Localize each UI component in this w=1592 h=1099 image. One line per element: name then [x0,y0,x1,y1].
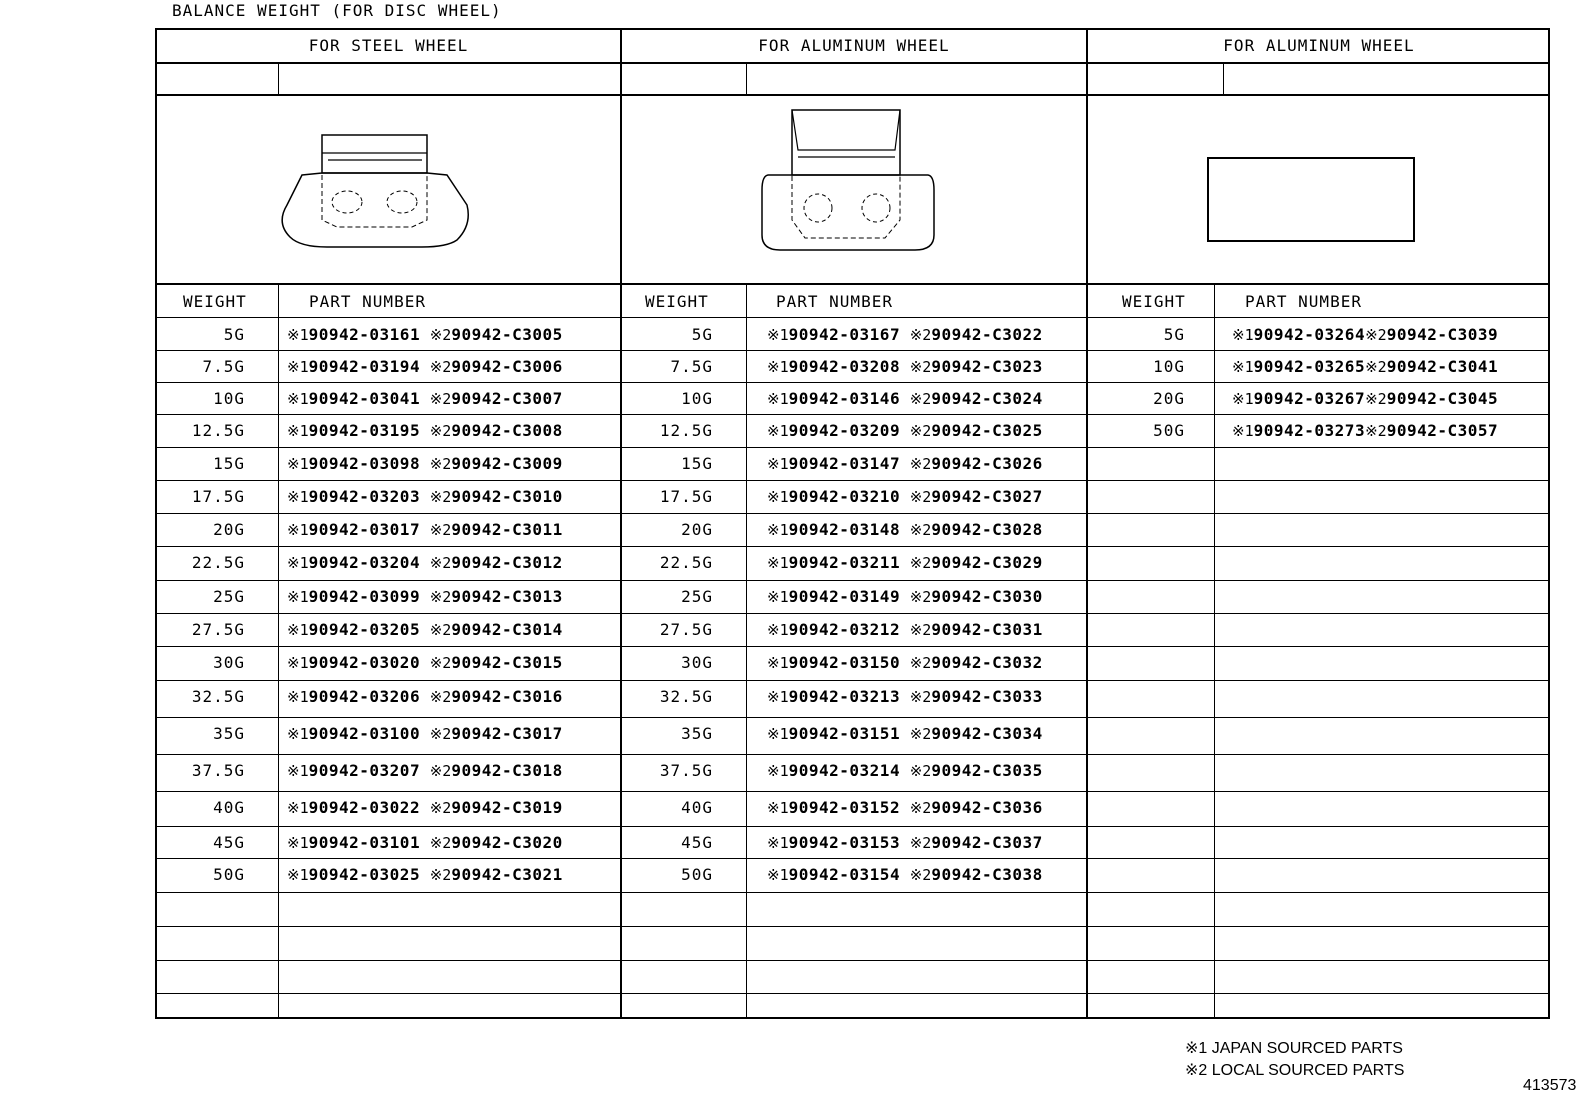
weight-value: 45G [681,833,713,852]
japan-part-number: 90942-03154 [788,865,901,884]
part-number-cell [287,454,563,473]
japan-sourced-mark: ※1 [287,588,309,606]
japan-sourced-mark: ※1 [767,488,789,506]
japan-part-number: 90942-03150 [788,653,901,672]
local-sourced-mark: ※2 [909,799,932,817]
row-rule [155,960,1550,961]
weight-value: 20G [1153,389,1185,408]
header-rule [155,62,1550,64]
japan-sourced-mark: ※1 [767,326,789,344]
japan-sourced-mark: ※1 [1232,358,1254,376]
japan-sourced-mark: ※1 [287,455,309,473]
japan-part-number: 90942-03025 [308,865,421,884]
local-sourced-mark: ※2 [909,688,932,706]
subheader-separator [278,63,279,94]
local-part-number: 90942-C3029 [931,553,1043,572]
japan-sourced-mark: ※1 [767,654,789,672]
local-sourced-mark: ※2 [909,390,932,408]
weight-value: 20G [681,520,713,539]
local-sourced-mark: ※2 [429,654,452,672]
japan-sourced-mark: ※1 [767,621,789,639]
local-part-number: 90942-C3024 [931,389,1043,408]
japan-part-number: 90942-03152 [788,798,901,817]
weight-value: 10G [681,389,713,408]
part-number-cell [1232,389,1498,408]
japan-sourced-mark: ※1 [287,390,309,408]
local-sourced-mark: ※2 [429,488,452,506]
subheader-separator [746,63,747,94]
row-rule [155,717,1550,718]
local-part-number: 90942-C3023 [931,357,1043,376]
local-part-number: 90942-C3010 [451,487,563,506]
local-sourced-mark: ※2 [909,725,932,743]
weight-value: 25G [213,587,245,606]
figure-code: 413573 [1523,1077,1577,1094]
local-sourced-mark: ※2 [909,621,932,639]
local-part-number: 90942-C3041 [1386,357,1499,376]
local-part-number: 90942-C3019 [451,798,563,817]
part-number-cell [767,421,1043,440]
col-header-weight: WEIGHT [645,292,709,311]
japan-sourced-mark: ※1 [287,762,309,780]
part-number-cell [767,325,1043,344]
local-sourced-mark: ※2 [909,588,932,606]
row-rule [155,892,1550,893]
local-sourced-mark: ※2 [909,455,932,473]
footnote-local: ※2 LOCAL SOURCED PARTS [1185,1062,1405,1079]
local-sourced-mark: ※2 [1365,358,1387,376]
local-sourced-mark: ※2 [1365,422,1387,440]
part-number-cell [767,454,1043,473]
part-number-cell [287,798,563,817]
local-part-number: 90942-C3035 [931,761,1043,780]
part-number-cell [767,798,1043,817]
japan-sourced-mark: ※1 [767,554,789,572]
japan-sourced-mark: ※1 [287,725,309,743]
row-rule [155,680,1550,681]
weight-value: 32.5G [191,687,245,706]
weight-column-separator [1214,284,1215,1019]
part-number-cell [287,833,563,852]
japan-part-number: 90942-03020 [308,653,421,672]
japan-part-number: 90942-03146 [788,389,901,408]
row-rule [155,858,1550,859]
local-sourced-mark: ※2 [429,688,452,706]
section-header-aluminum: FOR ALUMINUM WHEEL [758,36,950,55]
part-number-cell [767,865,1043,884]
japan-part-number: 90942-03210 [788,487,901,506]
japan-part-number: 90942-03149 [788,587,901,606]
local-sourced-mark: ※2 [909,358,932,376]
japan-part-number: 90942-03265 [1253,357,1366,376]
local-part-number: 90942-C3026 [931,454,1043,473]
japan-sourced-mark: ※1 [287,521,309,539]
local-part-number: 90942-C3028 [931,520,1043,539]
local-part-number: 90942-C3022 [931,325,1043,344]
part-number-cell [287,865,563,884]
weight-value: 17.5G [191,487,245,506]
colheader-rule [155,317,1550,318]
japan-sourced-mark: ※1 [767,521,789,539]
japan-sourced-mark: ※1 [287,554,309,572]
local-sourced-mark: ※2 [429,521,452,539]
row-rule [155,546,1550,547]
part-number-cell [287,653,563,672]
local-sourced-mark: ※2 [429,455,452,473]
japan-sourced-mark: ※1 [287,799,309,817]
part-number-cell [287,761,563,780]
weight-value: 15G [681,454,713,473]
subheader-separator [1223,63,1224,94]
local-part-number: 90942-C3007 [451,389,563,408]
local-part-number: 90942-C3008 [451,421,563,440]
weight-value: 40G [681,798,713,817]
local-sourced-mark: ※2 [429,799,452,817]
part-number-cell [767,761,1043,780]
part-number-cell [287,553,563,572]
weight-value: 5G [223,325,245,344]
local-part-number: 90942-C3021 [451,865,563,884]
local-sourced-mark: ※2 [909,422,932,440]
local-part-number: 90942-C3033 [931,687,1043,706]
weight-column-separator [278,284,279,1019]
weight-value: 12.5G [191,421,245,440]
local-part-number: 90942-C3017 [451,724,563,743]
local-sourced-mark: ※2 [429,725,452,743]
japan-sourced-mark: ※1 [767,762,789,780]
japan-sourced-mark: ※1 [767,455,789,473]
japan-part-number: 90942-03147 [788,454,901,473]
japan-sourced-mark: ※1 [287,621,309,639]
weight-value: 10G [213,389,245,408]
weight-value: 12.5G [659,421,713,440]
row-rule [155,993,1550,994]
local-sourced-mark: ※2 [909,866,932,884]
part-number-cell [767,487,1043,506]
japan-part-number: 90942-03267 [1253,389,1366,408]
weight-value: 50G [681,865,713,884]
weight-value: 7.5G [670,357,713,376]
page-title: BALANCE WEIGHT (FOR DISC WHEEL) [172,1,502,20]
weight-value: 35G [681,724,713,743]
row-rule [155,646,1550,647]
japan-part-number: 90942-03194 [308,357,421,376]
japan-part-number: 90942-03099 [308,587,421,606]
japan-part-number: 90942-03211 [788,553,901,572]
part-number-cell [767,833,1043,852]
part-number-cell [287,724,563,743]
local-part-number: 90942-C3036 [931,798,1043,817]
local-part-number: 90942-C3031 [931,620,1043,639]
section-header-steel: FOR STEEL WHEEL [308,36,469,55]
local-sourced-mark: ※2 [429,422,452,440]
local-sourced-mark: ※2 [1365,390,1387,408]
col-header-weight: WEIGHT [183,292,247,311]
local-part-number: 90942-C3005 [451,325,563,344]
japan-part-number: 90942-03213 [788,687,901,706]
japan-part-number: 90942-03101 [308,833,421,852]
part-number-cell [767,389,1043,408]
part-number-cell [767,520,1043,539]
japan-part-number: 90942-03214 [788,761,901,780]
japan-sourced-mark: ※1 [287,358,309,376]
japan-part-number: 90942-03209 [788,421,901,440]
col-header-weight: WEIGHT [1122,292,1186,311]
weight-value: 50G [213,865,245,884]
weight-value: 30G [681,653,713,672]
row-rule [155,926,1550,927]
local-sourced-mark: ※2 [429,390,452,408]
weight-column-separator [746,284,747,1019]
part-number-cell [287,487,563,506]
row-rule [155,350,1550,351]
japan-sourced-mark: ※1 [287,688,309,706]
local-part-number: 90942-C3006 [451,357,563,376]
weight-value: 20G [213,520,245,539]
japan-part-number: 90942-03148 [788,520,901,539]
local-part-number: 90942-C3014 [451,620,563,639]
japan-sourced-mark: ※1 [287,422,309,440]
local-part-number: 90942-C3034 [931,724,1043,743]
part-number-cell [1232,357,1498,376]
part-number-cell [287,620,563,639]
part-number-cell [767,553,1043,572]
local-sourced-mark: ※2 [429,762,452,780]
col-header-part-number: PART NUMBER [776,292,893,311]
local-sourced-mark: ※2 [909,488,932,506]
section-header-aluminum-adhesive: FOR ALUMINUM WHEEL [1223,36,1415,55]
japan-part-number: 90942-03153 [788,833,901,852]
row-rule [155,580,1550,581]
adhesive-weight-drawing [1207,157,1417,243]
row-rule [155,447,1550,448]
row-rule [155,613,1550,614]
japan-sourced-mark: ※1 [767,834,789,852]
japan-sourced-mark: ※1 [767,390,789,408]
part-number-cell [767,620,1043,639]
local-part-number: 90942-C3032 [931,653,1043,672]
japan-part-number: 90942-03203 [308,487,421,506]
weight-value: 5G [1163,325,1185,344]
local-sourced-mark: ※2 [909,762,932,780]
japan-part-number: 90942-03206 [308,687,421,706]
part-number-cell [287,687,563,706]
part-number-cell [287,587,563,606]
japan-part-number: 90942-03098 [308,454,421,473]
aluminum-clip-on-weight-drawing [760,110,940,260]
local-sourced-mark: ※2 [909,834,932,852]
part-number-cell [287,520,563,539]
weight-value: 7.5G [202,357,245,376]
weight-value: 30G [213,653,245,672]
part-number-cell [287,325,563,344]
local-part-number: 90942-C3039 [1386,325,1499,344]
local-part-number: 90942-C3027 [931,487,1043,506]
japan-part-number: 90942-03208 [788,357,901,376]
row-rule [155,826,1550,827]
japan-sourced-mark: ※1 [767,866,789,884]
japan-sourced-mark: ※1 [287,654,309,672]
japan-sourced-mark: ※1 [287,326,309,344]
local-part-number: 90942-C3011 [451,520,563,539]
col-header-part-number: PART NUMBER [309,292,426,311]
local-sourced-mark: ※2 [909,554,932,572]
japan-part-number: 90942-03151 [788,724,901,743]
part-number-cell [287,357,563,376]
local-sourced-mark: ※2 [429,621,452,639]
steel-clip-on-weight-drawing [282,135,478,255]
weight-value: 5G [691,325,713,344]
japan-part-number: 90942-03195 [308,421,421,440]
row-rule [155,414,1550,415]
row-rule [155,754,1550,755]
weight-value: 17.5G [659,487,713,506]
local-part-number: 90942-C3030 [931,587,1043,606]
weight-value: 50G [1153,421,1185,440]
drawing-rule [155,283,1550,285]
weight-value: 45G [213,833,245,852]
japan-sourced-mark: ※1 [1232,390,1254,408]
local-part-number: 90942-C3013 [451,587,563,606]
local-part-number: 90942-C3020 [451,833,563,852]
local-part-number: 90942-C3012 [451,553,563,572]
japan-part-number: 90942-03167 [788,325,901,344]
weight-value: 37.5G [191,761,245,780]
japan-part-number: 90942-03022 [308,798,421,817]
japan-sourced-mark: ※1 [287,866,309,884]
japan-sourced-mark: ※1 [767,422,789,440]
japan-sourced-mark: ※1 [767,799,789,817]
part-number-cell [767,587,1043,606]
local-sourced-mark: ※2 [909,654,932,672]
japan-part-number: 90942-03273 [1253,421,1366,440]
japan-part-number: 90942-03161 [308,325,421,344]
local-sourced-mark: ※2 [429,834,452,852]
local-sourced-mark: ※2 [429,554,452,572]
local-sourced-mark: ※2 [909,326,932,344]
weight-value: 25G [681,587,713,606]
local-part-number: 90942-C3057 [1386,421,1499,440]
japan-part-number: 90942-03205 [308,620,421,639]
local-sourced-mark: ※2 [429,358,452,376]
japan-sourced-mark: ※1 [287,488,309,506]
japan-part-number: 90942-03017 [308,520,421,539]
local-part-number: 90942-C3016 [451,687,563,706]
part-number-cell [767,653,1043,672]
local-sourced-mark: ※2 [429,866,452,884]
japan-part-number: 90942-03207 [308,761,421,780]
local-part-number: 90942-C3025 [931,421,1043,440]
part-number-cell [1232,325,1498,344]
weight-value: 22.5G [659,553,713,572]
row-rule [155,791,1550,792]
weight-value: 27.5G [191,620,245,639]
japan-sourced-mark: ※1 [287,834,309,852]
weight-value: 40G [213,798,245,817]
part-number-cell [287,421,563,440]
weight-value: 22.5G [191,553,245,572]
japan-sourced-mark: ※1 [767,588,789,606]
japan-sourced-mark: ※1 [767,725,789,743]
section-divider [1086,28,1088,1019]
local-sourced-mark: ※2 [429,326,452,344]
japan-sourced-mark: ※1 [767,358,789,376]
part-number-cell [1232,421,1498,440]
row-rule [155,513,1550,514]
part-number-cell [767,357,1043,376]
local-sourced-mark: ※2 [909,521,932,539]
footnotes [1185,1038,1404,1082]
weight-value: 35G [213,724,245,743]
part-number-cell [287,389,563,408]
weight-value: 10G [1153,357,1185,376]
weight-value: 32.5G [659,687,713,706]
subheader-rule [155,94,1550,96]
japan-part-number: 90942-03264 [1253,325,1366,344]
japan-sourced-mark: ※1 [1232,326,1254,344]
local-part-number: 90942-C3018 [451,761,563,780]
col-header-part-number: PART NUMBER [1245,292,1362,311]
local-sourced-mark: ※2 [1365,326,1387,344]
weight-value: 15G [213,454,245,473]
local-part-number: 90942-C3009 [451,454,563,473]
local-part-number: 90942-C3045 [1386,389,1499,408]
japan-part-number: 90942-03204 [308,553,421,572]
part-number-cell [767,687,1043,706]
part-number-cell [767,724,1043,743]
local-part-number: 90942-C3015 [451,653,563,672]
japan-part-number: 90942-03100 [308,724,421,743]
local-part-number: 90942-C3038 [931,865,1043,884]
row-rule [155,480,1550,481]
japan-sourced-mark: ※1 [1232,422,1254,440]
weight-value: 37.5G [659,761,713,780]
footnote-japan: ※1 JAPAN SOURCED PARTS [1185,1040,1403,1057]
local-sourced-mark: ※2 [429,588,452,606]
weight-value: 27.5G [659,620,713,639]
row-rule [155,382,1550,383]
local-part-number: 90942-C3037 [931,833,1043,852]
japan-part-number: 90942-03041 [308,389,421,408]
japan-part-number: 90942-03212 [788,620,901,639]
japan-sourced-mark: ※1 [767,688,789,706]
